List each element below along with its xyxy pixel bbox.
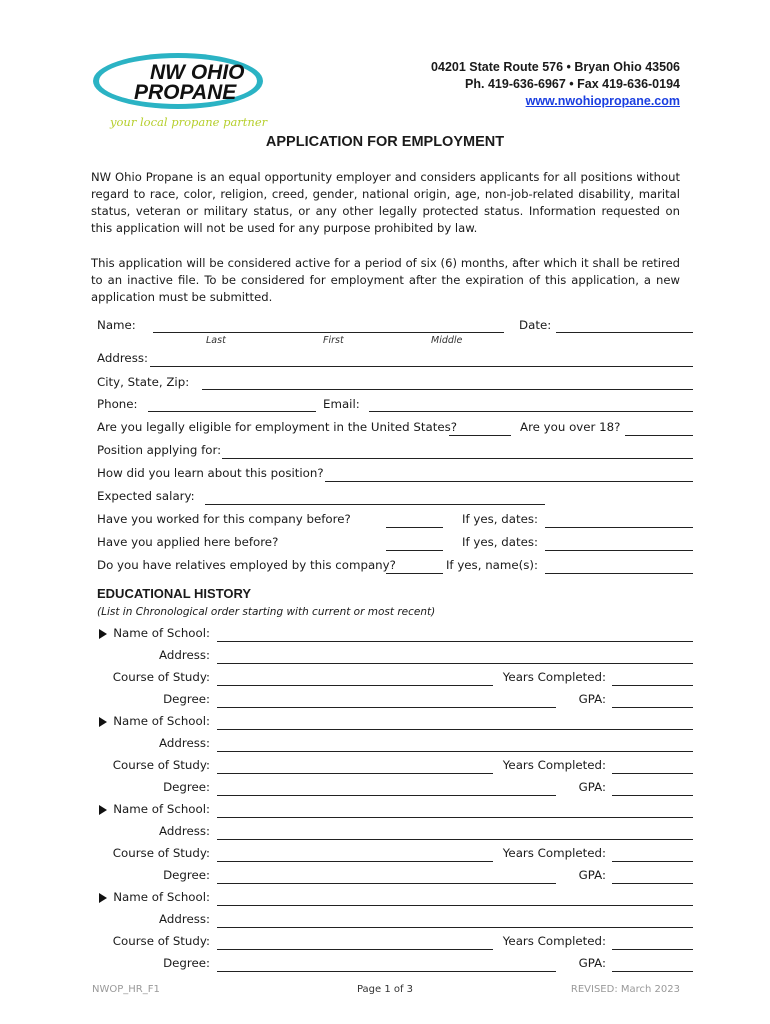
page-number: Page 1 of 3 [356,984,414,995]
company-website-link[interactable]: www.nwohiopropane.com [525,94,680,108]
gpa-input[interactable] [612,883,693,884]
degree-input[interactable] [217,883,556,884]
school-name-input[interactable] [217,729,693,730]
active-period-statement: This application will be considered active for a period of six (6) months, after which it shall be retired to an inactive file. To be considered for employment after the expiration of this application, a new application must be submitted. [91,256,680,304]
years-input[interactable] [612,685,693,686]
bullet-arrow-icon [99,805,107,815]
email-label: Email: [323,397,360,411]
eligible-input[interactable] [449,435,511,436]
email-input[interactable] [369,411,693,412]
relatives-label: Do you have relatives employed by this company? [97,558,396,572]
eeo-statement: NW Ohio Propane is an equal opportunity employer and considers applicants for all positions without regard to race, color, religion, creed, gender, national origin, age, non-job-related disability, marital status, veteran or military status, or any other legally protected status. Information requested on this application will not be used for any purpose prohibited by law. [91,170,680,235]
degree-label: Degree: [163,868,210,882]
years-label: Years Completed: [502,670,606,684]
gpa-input[interactable] [612,707,693,708]
years-label: Years Completed: [502,846,606,860]
date-input[interactable] [556,332,693,333]
school-address-label: Address: [159,648,210,662]
company-phone: Ph. 419-636-6967 • Fax 419-636-0194 [465,77,680,91]
phone-input[interactable] [148,411,316,412]
company-logo [90,50,270,132]
years-input[interactable] [612,773,693,774]
years-input[interactable] [612,949,693,950]
revised-date: REVISED: March 2023 [570,984,680,995]
applied-label: Have you applied here before? [97,535,279,549]
applied-dates-label: If yes, dates: [462,535,538,549]
school-name-input[interactable] [217,641,693,642]
gpa-label: GPA: [578,956,606,970]
education-heading: EDUCATIONAL HISTORY [97,586,252,601]
bullet-arrow-icon [99,717,107,727]
salary-label: Expected salary: [97,489,195,503]
course-input[interactable] [217,861,493,862]
applied-dates-input[interactable] [545,550,693,551]
worked-input[interactable] [386,527,443,528]
school-address-label: Address: [159,824,210,838]
course-label: Course of Study: [112,758,210,772]
phone-label: Phone: [97,397,138,411]
gpa-label: GPA: [578,868,606,882]
school-address-input[interactable] [217,927,693,928]
degree-label: Degree: [163,780,210,794]
school-name-label: Name of School: [113,714,210,728]
logo-tagline: your local propane partner [110,115,268,129]
course-input[interactable] [217,773,493,774]
school-name-label: Name of School: [113,626,210,640]
worked-dates-input[interactable] [545,527,693,528]
course-input[interactable] [217,685,493,686]
education-note: (List in Chronological order starting with current or most recent) [97,606,436,618]
name-last-caption: Last [206,335,226,346]
gpa-label: GPA: [578,692,606,706]
learn-label: How did you learn about this position? [97,466,324,480]
years-label: Years Completed: [502,934,606,948]
position-label: Position applying for: [97,443,222,457]
city-input[interactable] [202,389,693,390]
years-input[interactable] [612,861,693,862]
company-address: 04201 State Route 576 • Bryan Ohio 43506 [431,60,680,74]
logo-line2: PROPANE [134,81,237,104]
gpa-label: GPA: [578,780,606,794]
school-name-label: Name of School: [113,890,210,904]
years-label: Years Completed: [502,758,606,772]
page-title: APPLICATION FOR EMPLOYMENT [265,134,505,150]
school-address-input[interactable] [217,663,693,664]
name-middle-caption: Middle [431,335,463,346]
bullet-arrow-icon [99,893,107,903]
logo-line1: NW OHIO [150,61,245,84]
school-address-label: Address: [159,912,210,926]
salary-input[interactable] [205,504,545,505]
learn-input[interactable] [325,481,693,482]
name-label: Name: [97,318,136,332]
school-address-input[interactable] [217,839,693,840]
course-label: Course of Study: [112,670,210,684]
degree-input[interactable] [217,971,556,972]
school-address-label: Address: [159,736,210,750]
address-label: Address: [97,351,148,365]
degree-label: Degree: [163,956,210,970]
applied-input[interactable] [386,550,443,551]
over18-label: Are you over 18? [520,420,621,434]
school-name-input[interactable] [217,905,693,906]
course-label: Course of Study: [112,846,210,860]
bullet-arrow-icon [99,629,107,639]
school-name-input[interactable] [217,817,693,818]
degree-label: Degree: [163,692,210,706]
school-name-label: Name of School: [113,802,210,816]
form-id: NWOP_HR_F1 [92,984,160,995]
school-address-input[interactable] [217,751,693,752]
course-input[interactable] [217,949,493,950]
relatives-names-input[interactable] [545,573,693,574]
position-input[interactable] [222,458,693,459]
eligible-label: Are you legally eligible for employment in the United States? [97,420,458,434]
address-input[interactable] [150,366,693,367]
degree-input[interactable] [217,707,556,708]
relatives-input[interactable] [386,573,443,574]
worked-dates-label: If yes, dates: [462,512,538,526]
course-label: Course of Study: [112,934,210,948]
name-input[interactable] [153,332,504,333]
city-label: City, State, Zip: [97,375,190,389]
date-label: Date: [519,318,552,332]
gpa-input[interactable] [612,971,693,972]
worked-label: Have you worked for this company before? [97,512,351,526]
degree-input[interactable] [217,795,556,796]
gpa-input[interactable] [612,795,693,796]
relatives-names-label: If yes, name(s): [445,558,538,572]
name-first-caption: First [323,335,344,346]
over18-input[interactable] [625,435,693,436]
